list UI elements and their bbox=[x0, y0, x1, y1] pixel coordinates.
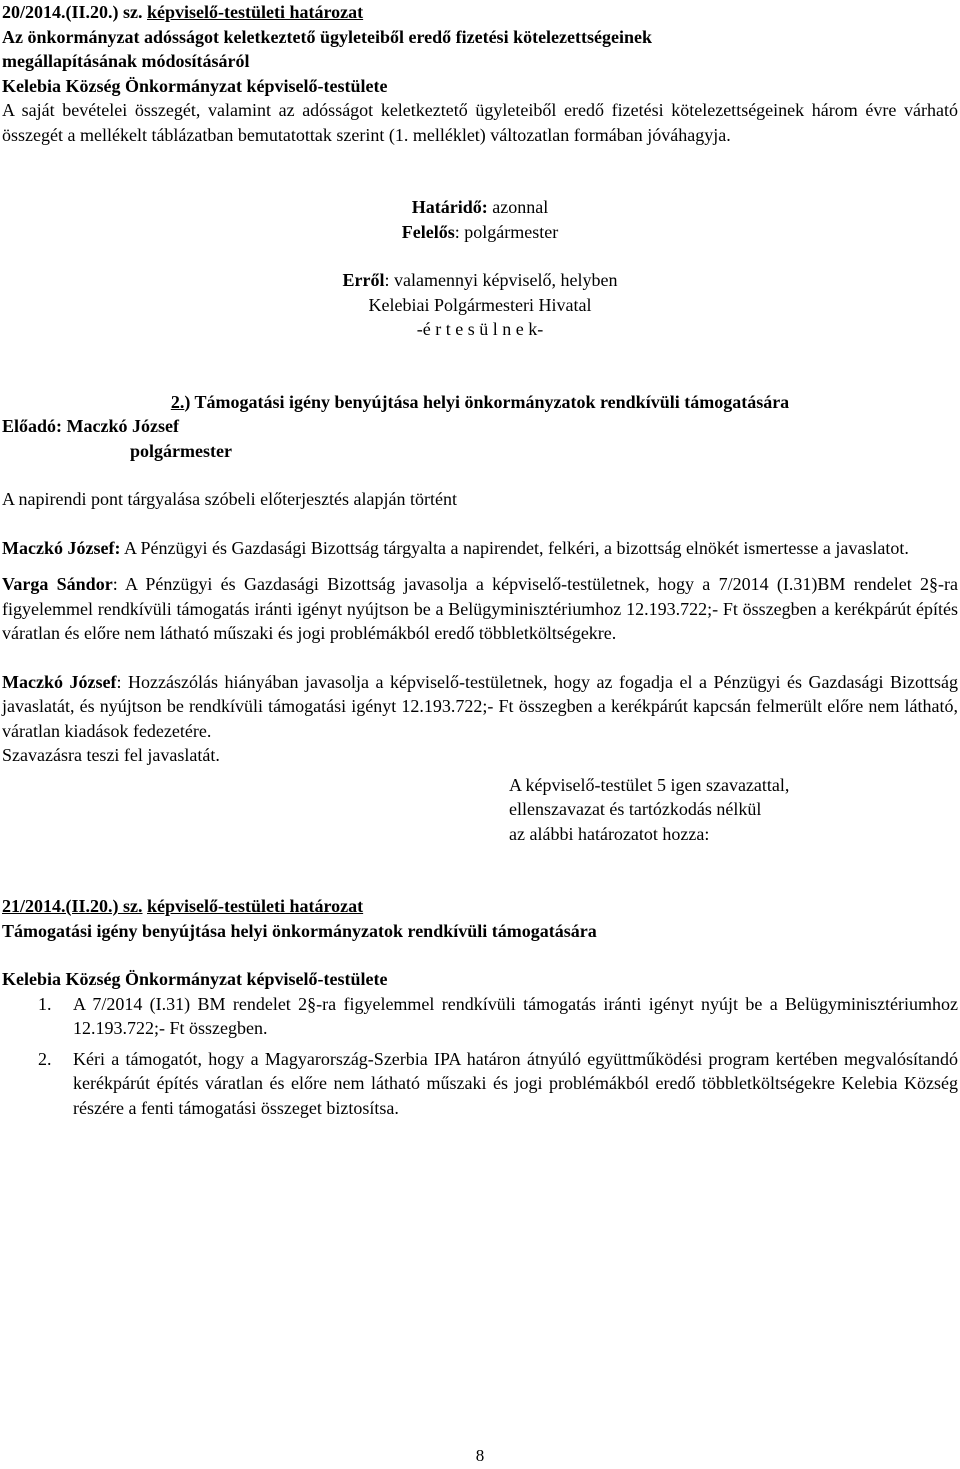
list-item-text: Kéri a támogatót, hogy a Magyarország-Szerbia IPA határon átnyúló együttműködési program kertében megvalósítandó kerékpárút építés váratlan és előre nem látható műszaki és jogi problémákból eredő többletköltségekre Kelebia Község részére a fenti támogatási összeget biztosítsa. bbox=[73, 1048, 958, 1118]
notify-office: Kelebiai Polgármesteri Hivatal bbox=[368, 294, 592, 315]
deadline-label: Határidő: bbox=[411, 197, 488, 217]
list-item bbox=[2, 1047, 958, 1121]
list-item-number: 2. bbox=[38, 1048, 52, 1069]
resolution-20-title: képviselő-testületi határozat bbox=[147, 2, 364, 22]
vote-result-line2: ellenszavazat és tartózkodás nélkül bbox=[509, 799, 762, 819]
resolution-21-items bbox=[2, 992, 958, 1121]
deadline-line bbox=[2, 195, 958, 220]
notify-label: Erről bbox=[342, 270, 385, 290]
resolution-20-body-text: A saját bevételei összegét, valamint az adósságot keletkeztető ügyleteiből eredő fizetési kötelezettségeinek három évre várható összegét a mellékelt táblázatban bemutatottak szerint (1. melléklet) változatlan formában jóváhagyja. bbox=[2, 100, 958, 145]
resolution-21-title: képviselő-testületi határozat bbox=[147, 896, 364, 916]
paragraph-varga bbox=[2, 572, 958, 646]
notify-spaced-text: -é r t e s ü l n e k- bbox=[416, 319, 544, 339]
paragraph-maczko-1 bbox=[2, 536, 958, 561]
resolution-21-subject: Támogatási igény benyújtása helyi önkormányzatok rendkívüli támogatására bbox=[2, 920, 597, 941]
paragraph-maczko-1-text: A Pénzügyi és Gazdasági Bizottság tárgyalta a napirendet, felkéri, a bizottság elnökét ismertesse a javaslatot. bbox=[120, 537, 909, 558]
speaker-varga: Varga Sándor bbox=[2, 574, 113, 594]
vote-result bbox=[509, 773, 958, 847]
page-number: 8 bbox=[475, 1446, 485, 1465]
notify-line bbox=[2, 268, 958, 293]
resolution-20-number: 20/2014.(II.20.) sz. bbox=[2, 2, 143, 22]
vote-result-line1: A képviselő-testület 5 igen szavazattal, bbox=[509, 774, 790, 795]
speaker-maczko-2: Maczkó József bbox=[2, 671, 117, 692]
vote-result-line3: az alábbi határozatot hozza: bbox=[509, 823, 710, 844]
paragraph-varga-text: : A Pénzügyi és Gazdasági Bizottság javasolja a képviselő-testületnek, hogy a 7/2014 (I.31)BM rendelet 2§-ra figyelemmel rendkívüli támogatás iránti igényt nyújtson be a Belügyminisztériumhoz 12.193.722;- Ft összegben a kerékpárút építés váratlan és előre nem látható műszaki és jogi problémákból eredő többletköltségekre. bbox=[2, 574, 958, 643]
paragraph-maczko-2 bbox=[2, 670, 958, 744]
speaker-maczko-1: Maczkó József: bbox=[2, 537, 121, 558]
list-item-text: A 7/2014 (I.31) BM rendelet 2§-ra figyelemmel rendkívüli támogatás iránti igényt nyújt be a Belügyminisztériumhoz 12.193.722;- Ft összegben. bbox=[73, 993, 958, 1038]
resolution-20-subject-line1: Az önkormányzat adósságot keletkeztető ügyleteiből eredő fizetési kötelezettségeinek bbox=[2, 26, 653, 47]
responsible-value: : polgármester bbox=[454, 221, 559, 242]
agenda-item-2-number: 2. bbox=[170, 391, 185, 412]
presenter-role: polgármester bbox=[130, 440, 232, 461]
agenda-item-2-title-text: ) Támogatási igény benyújtása helyi önkormányzatok rendkívüli támogatására bbox=[184, 391, 790, 412]
document-page bbox=[2, 0, 958, 1120]
resolution-20-subject-line2: megállapításának módosításáról bbox=[2, 51, 250, 71]
notify-value: : valamennyi képviselő, helyben bbox=[384, 270, 618, 290]
agenda-item-2-title bbox=[2, 390, 958, 415]
responsible-line bbox=[2, 220, 958, 245]
paragraph-vote-call: Szavazásra teszi fel javaslatát. bbox=[2, 745, 220, 765]
presenter-line: Előadó: Maczkó József bbox=[2, 416, 179, 436]
responsible-label: Felelős bbox=[401, 221, 455, 242]
deadline-value: azonnal bbox=[487, 197, 549, 217]
list-item bbox=[2, 992, 958, 1041]
paragraph-maczko-2-text: : Hozzászólás hiányában javasolja a képviselő-testületnek, hogy az fogadja el a Pénzügyi és Gazdasági Bizottság javaslatát, és nyújtson be rendkívüli támogatási igényt 12.193.722;- Ft összegben a kerékpárút kapcsán felmerült előre nem látható, váratlan kiadások fedezetére. bbox=[2, 671, 958, 741]
resolution-21-body-head: Kelebia Község Önkormányzat képviselő-testülete bbox=[2, 969, 388, 989]
resolution-20-heading bbox=[2, 0, 958, 25]
agenda-note: A napirendi pont tárgyalása szóbeli előterjesztés alapján történt bbox=[2, 489, 458, 509]
list-item-number: 1. bbox=[38, 993, 52, 1014]
resolution-20-body-head: Kelebia Község Önkormányzat képviselő-testülete bbox=[2, 75, 388, 96]
resolution-21-heading bbox=[2, 894, 958, 919]
resolution-21-number: 21/2014.(II.20.) sz. bbox=[2, 896, 143, 916]
